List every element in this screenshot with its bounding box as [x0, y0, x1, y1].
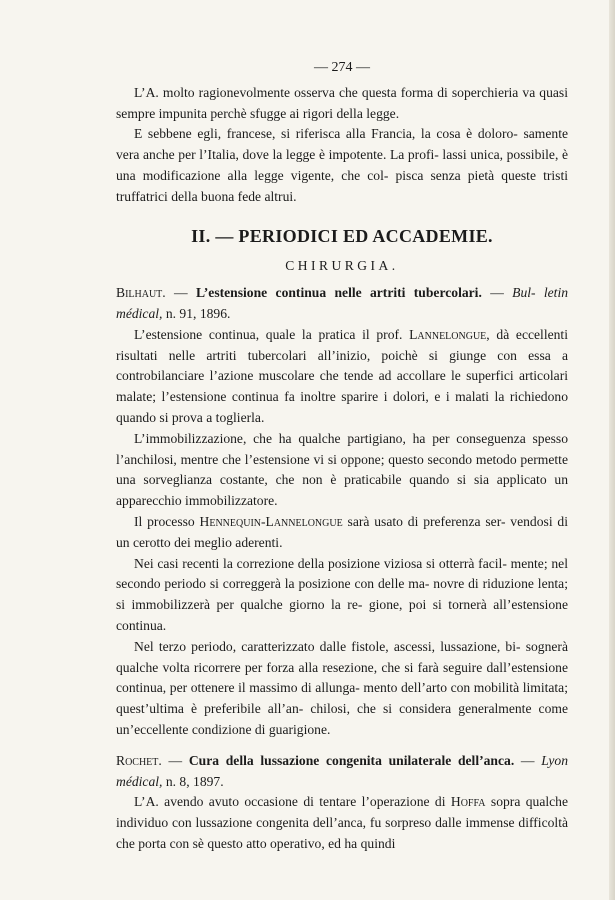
- entry-reference: n. 91, 1896.: [162, 305, 231, 321]
- text-run: , dà eccellenti risultati nelle artriti tubercolari all’inizio, poichè si giunge con essa a controbilanciare l’azione muscolare che tende ad accollare le superfici articolari malate; l’estensione continua fa inoltre sparire i dolori, e i malati la richiedono quando si prova a toglierla.: [116, 326, 568, 425]
- page-number: — 274 —: [314, 60, 370, 75]
- text-run: L’A. avendo avuto occasione di tentare l’operazione di: [134, 794, 451, 810]
- text-run: sarà usato di preferenza ser- vendosi di un cerotto dei meglio aderenti.: [116, 513, 568, 550]
- body-paragraph: Nel terzo periodo, caratterizzato dalle fistole, ascessi, lussazione, bi- sognerà qualche volta ricorrere per forza alla resezione, che si farà seguire dall’estensione continua, per ottenere il massimo di allunga- mento dell’arto con mobilità limitata; quest’ultima è preferibile all’an- chilosi, che si considera generalmente come un’eccellente condizione di guarigione.: [116, 638, 568, 737]
- body-paragraph: [116, 325, 568, 429]
- body-paragraph: L’immobilizzazione, che ha qualche partigiano, ha per conseguenza spesso l’anchilosi, mentre che l’estensione vi si oppone; questo secondo metodo permette una sorveglianza costante, che non è praticabile quando si sia applicato un apparecchio immobilizzatore.: [116, 430, 568, 509]
- section-title: II. — PERIODICI ED ACCADEMIE.: [191, 225, 493, 246]
- person-name: Hoffa: [450, 794, 486, 810]
- entry-author: Bilhaut.: [116, 285, 166, 301]
- entry-reference: n. 8, 1897.: [162, 773, 224, 789]
- text-run: sopra qualche individuo con lussazione congenita dell’anca, fu sorpreso dalle immense difficoltà che porta con sè questo atto operativo, ed ha quindi: [116, 794, 568, 851]
- intro-paragraph-1: L’A. molto ragionevolmente osserva che questa forma di soperchieria va quasi sempre impunita perchè sfugge ai rigori della legge.: [116, 84, 568, 121]
- text-run: Il processo: [134, 513, 200, 529]
- body-paragraph: Nei casi recenti la correzione della posizione viziosa si otterrà facil- mente; nel secondo periodo si correggerà la posizione con delle ma- novre di riduzione lenta; si immobilizzerà per qualche giorno la re- gione, poi si tornerà all’estensione continua.: [116, 555, 568, 633]
- person-name: Hennequin-Lannelongue: [199, 513, 343, 529]
- entry-dash: —: [481, 285, 513, 301]
- entry-journal: Bul- letin médical,: [116, 285, 569, 321]
- subsection-title: CHIRURGIA.: [285, 258, 399, 274]
- page-body: [116, 58, 568, 855]
- page-edge: [609, 0, 615, 900]
- entry-title: Cura della lussazione congenita unilaterale dell’anca.: [188, 752, 515, 768]
- intro-paragraph-2: E sebbene egli, francese, si riferisca alla Francia, la cosa è doloro- samente vera anche per l’Italia, dove la legge è impotente. La profi- lassi unica, possibile, è una modificazione alla legge vigente, che col- pisca senza pietà queste tristi truffatrici della buona fede altrui.: [116, 126, 568, 204]
- body-paragraph: [116, 792, 568, 854]
- entry-heading-rochet: [116, 751, 568, 793]
- entry-title: L’estensione continua nelle artriti tubercolari.: [195, 285, 482, 301]
- entry-author: Rochet.: [116, 752, 162, 768]
- body-paragraph: [116, 512, 568, 554]
- entry-dash: —: [514, 752, 542, 768]
- text-run: L’estensione continua, quale la pratica il prof.: [134, 326, 410, 342]
- entry-journal: Lyon médical,: [116, 752, 569, 789]
- entry-dash: —: [165, 285, 196, 301]
- entry-heading-bilhaut: [116, 283, 568, 325]
- entry-dash: —: [161, 752, 189, 768]
- person-name: Lannelongue: [409, 326, 487, 342]
